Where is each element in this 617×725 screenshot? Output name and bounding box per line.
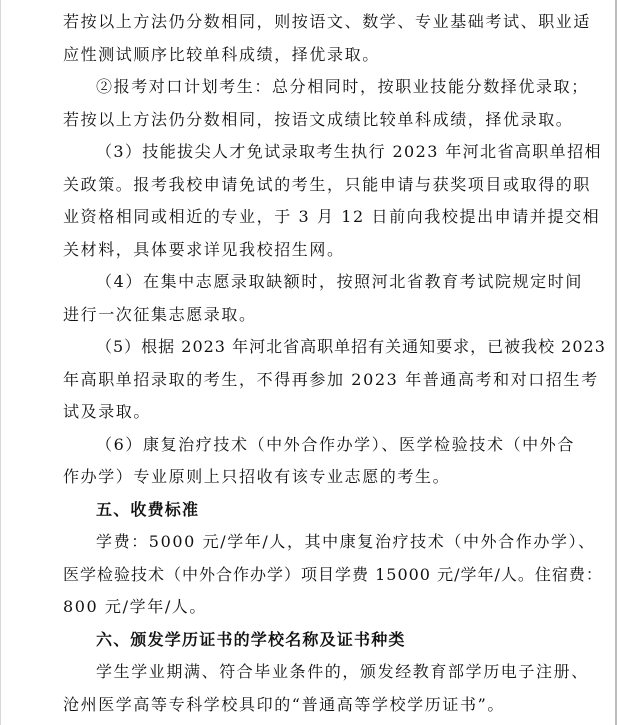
text-line: （4）在集中志愿录取缺额时，按照河北省教育考试院规定时间: [96, 272, 583, 291]
text-line: （3）技能拔尖人才免试录取考生执行 2023 年河北省高职单招相: [96, 142, 602, 161]
text-line: 若按以上方法仍分数相同，则按语文、数学、专业基础考试、职业适: [63, 12, 592, 31]
text-line: （6）康复治疗技术（中外合作办学）、医学检验技术（中外合: [96, 435, 575, 454]
text-line: 若按以上方法仍分数相同，按语文成绩比较单科成绩，择优录取。: [63, 110, 574, 129]
text-line: 作办学）专业原则上只招收有该专业志愿的考生。: [63, 467, 451, 486]
text-line: 学生学业期满、符合毕业条件的，颁发经教育部学历电子注册、: [96, 662, 589, 681]
text-line: 学费：5000 元/学年/人，其中康复治疗技术（中外合作办学）、: [96, 532, 596, 551]
page-left-border: [0, 0, 1, 725]
text-line: 800 元/学年/人。: [63, 597, 208, 616]
text-line: 试及录取。: [63, 402, 152, 421]
text-line: 应性测试顺序比较单科成绩，择优录取。: [63, 45, 380, 64]
text-line: 业资格相同或相近的专业，于 3 月 12 日前向我校提出申请并提交相: [63, 207, 601, 226]
text-line: 年高职单招录取的考生，不得再参加 2023 年普通高考和对口招生考: [63, 370, 599, 389]
text-line: ②报考对口计划考生：总分相同时，按职业技能分数择优录取；: [96, 77, 589, 96]
section-heading: 六、颁发学历证书的学校名称及证书种类: [96, 630, 406, 649]
text-line: 沧州医学高等专科学校具印的“普通高等学校学历证书”。: [63, 695, 505, 714]
text-line: 医学检验技术（中外合作办学）项目学费 15000 元/学年/人。住宿费：: [63, 565, 603, 584]
text-line: （5）根据 2023 年河北省高职单招有关通知要求，已被我校 2023: [96, 337, 606, 356]
text-line: 进行一次征集志愿录取。: [63, 305, 257, 324]
text-line: 关材料，具体要求详见我校招生网。: [63, 240, 345, 259]
section-heading: 五、收费标准: [96, 500, 200, 519]
text-line: 关政策。报考我校申请免试的考生，只能申请与获奖项目或取得的职: [63, 175, 592, 194]
